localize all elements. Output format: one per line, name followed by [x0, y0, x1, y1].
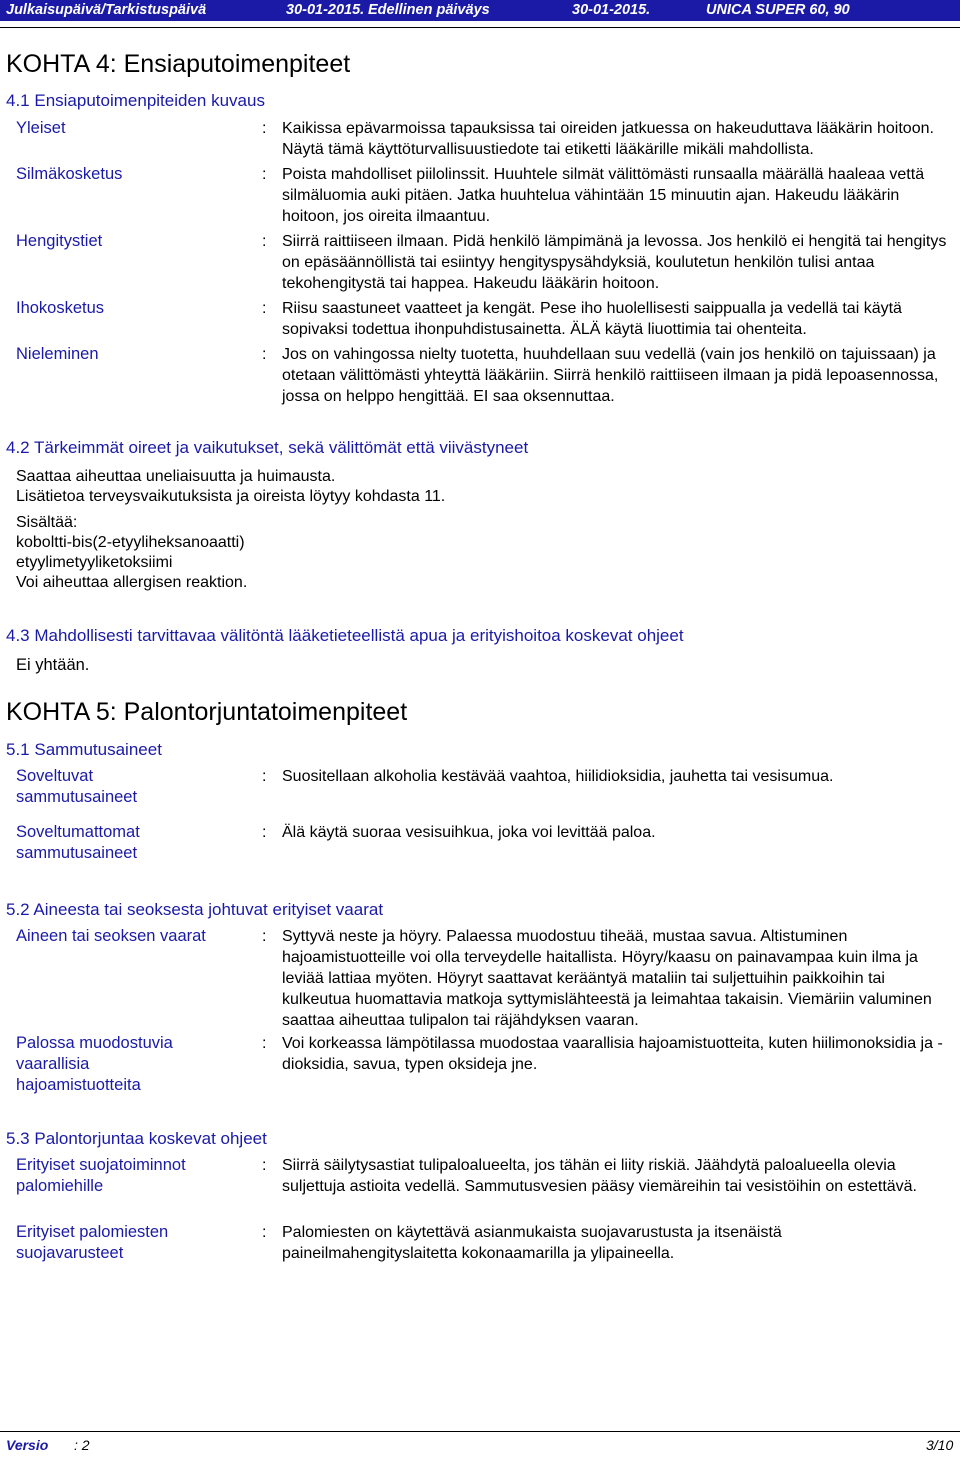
row-text: Jos on vahingossa nielty tuotetta, huuhdellaan suu vedellä (vain jos henkilö on tajuissaan) ja otetaan välittömästi yhteyttä lääkäriin. Siirrä henkilö raittiiseen ilmaan ja pidä lepoasennossa, jossa on helppo hengittää. EI saa oksennuttaa.: [282, 346, 939, 405]
row-colon: :: [262, 928, 267, 945]
row-label: Erityiset palomiesten suojavarusteet: [16, 1223, 169, 1262]
row-colon: :: [262, 120, 267, 137]
section-4-title: KOHTA 4: Ensiaputoimenpiteet: [6, 50, 351, 78]
row-colon: :: [262, 233, 267, 250]
footer-rule: [0, 1431, 960, 1432]
row-text: Siirrä säilytysastiat tulipaloalueelta, jos tähän ei liity riskiä. Jäähdytä paloalueella olevia suljettuja astioita vedellä. Sammutusvesien pääsy viemäreihin tai vesistöihin on estettävä.: [282, 1157, 917, 1195]
substance-line: etyylimetyyliketoksiimi: [16, 554, 173, 571]
subsection-4-3-text: Ei yhtään.: [16, 656, 90, 674]
row-label: Erityiset suojatoiminnot palomiehille: [16, 1156, 186, 1195]
row-colon: :: [262, 768, 267, 785]
row-text: Suositellaan alkoholia kestävää vaahtoa, hiilidioksidia, jauhetta tai vesisumua.: [282, 768, 834, 785]
row-text: Voi korkeassa lämpötilassa muodostaa vaarallisia hajoamistuotteita, kuten hiilimonoksidia ja -dioksidia, savua, typen oksideja jne.: [282, 1035, 943, 1073]
version-value: : 2: [74, 1437, 90, 1453]
substance-line: koboltti-bis(2-etyyliheksanoaatti): [16, 534, 245, 551]
previous-date-label: Edellinen päiväys: [368, 2, 490, 18]
row-colon: :: [262, 300, 267, 317]
subsection-5-1-title: 5.1 Sammutusaineet: [6, 740, 162, 759]
row-text: Syttyvä neste ja höyry. Palaessa muodostuu tiheää, mustaa savua. Altistuminen hajoamistuotteille voi olla terveydelle haitallista. Höyry/kaasu on painavampaa kuin ilma ja leviää lattiaa myöten. Höyryt saattavat kerääntyä mataliin tai suljettuihin paikkoihin tai kulkeutua huomattavia matkoja syttymislähteestä ja leimahtaa takaisin. Viemäriin valuminen saattaa aiheuttaa tulipalon tai räjähdyksen vaaran.: [282, 928, 932, 1029]
symptom-line: Saattaa aiheuttaa uneliaisuutta ja huimausta.: [16, 468, 336, 485]
page-number: 3/10: [926, 1437, 954, 1453]
dates-label: Julkaisupäivä/Tarkistuspäivä: [6, 2, 207, 18]
contains-label: Sisältää:: [16, 514, 78, 531]
row-text: Älä käytä suoraa vesisuihkua, joka voi levittää paloa.: [282, 824, 656, 841]
allergy-line: Voi aiheuttaa allergisen reaktion.: [16, 574, 248, 591]
row-label: Soveltuvat sammutusaineet: [16, 767, 138, 806]
row-label: Silmäkosketus: [16, 165, 123, 183]
row-colon: :: [262, 824, 267, 841]
document-header: [0, 0, 960, 21]
subsection-4-1-title: 4.1 Ensiaputoimenpiteiden kuvaus: [6, 91, 265, 110]
row-label: Aineen tai seoksen vaarat: [16, 927, 206, 945]
row-colon: :: [262, 1157, 267, 1174]
row-label: Palossa muodostuvia vaarallisia hajoamistuotteita: [16, 1034, 173, 1094]
row-colon: :: [262, 1035, 267, 1052]
row-label: Yleiset: [16, 119, 66, 137]
row-text: Siirrä raittiiseen ilmaan. Pidä henkilö lämpimänä ja levossa. Jos henkilö ei hengitä tai hengitys on epäsäännöllistä tai esiintyy hengityspysähdyksiä, koulutetun henkilön tulisi antaa tekohengitystä tai happea. Hakeudu lääkärin hoitoon.: [282, 233, 947, 292]
row-colon: :: [262, 1224, 267, 1241]
row-text: Palomiesten on käytettävä asianmukaista suojavarustusta ja itsenäistä paineilmahengityslaitetta kokonaamarilla ja ylipaineella.: [282, 1224, 782, 1262]
row-text: Riisu saastuneet vaatteet ja kengät. Pese iho huolellisesti saippualla ja vedellä tai käytä sopivaksi todettua ihonpuhdistusainetta. ÄLÄ käytä liuottimia tai ohenteita.: [282, 300, 902, 338]
product-name: UNICA SUPER 60, 90: [706, 2, 850, 18]
subsection-4-2-title: 4.2 Tärkeimmät oireet ja vaikutukset, sekä välittömät että viivästyneet: [6, 438, 529, 457]
row-label: Soveltumattomat sammutusaineet: [16, 823, 140, 862]
row-colon: :: [262, 346, 267, 363]
subsection-5-2-title: 5.2 Aineesta tai seoksesta johtuvat erityiset vaarat: [6, 900, 384, 919]
row-label: Ihokosketus: [16, 299, 105, 317]
row-colon: :: [262, 166, 267, 183]
row-label: Nieleminen: [16, 345, 99, 363]
row-text: Poista mahdolliset piilolinssit. Huuhtele silmät välittömästi runsaalla määrällä haaleaa vettä silmäluomia auki pitäen. Jatka huuhtelua vähintään 15 minuutin ajan. Hakeudu lääkärin hoitoon, jos oireita ilmaantuu.: [282, 166, 925, 225]
symptom-line: Lisätietoa terveysvaikutuksista ja oireista löytyy kohdasta 11.: [16, 488, 446, 505]
revision-date: 30-01-2015.: [286, 2, 365, 18]
previous-date: 30-01-2015.: [572, 2, 651, 18]
version-label: Versio: [6, 1437, 49, 1453]
subsection-5-3-title: 5.3 Palontorjuntaa koskevat ohjeet: [6, 1129, 267, 1148]
row-label: Hengitystiet: [16, 232, 103, 250]
section-5-title: KOHTA 5: Palontorjuntatoimenpiteet: [6, 698, 408, 726]
header-rule: [0, 27, 960, 28]
subsection-4-3-title: 4.3 Mahdollisesti tarvittavaa välitöntä lääketieteellistä apua ja erityishoitoa koskevat ohjeet: [6, 626, 684, 645]
row-text: Kaikissa epävarmoissa tapauksissa tai oireiden jatkuessa on hakeuduttava lääkärin hoitoon. Näytä tämä käyttöturvallisuustiedote tai etiketti lääkärille mikäli mahdollista.: [282, 120, 934, 158]
